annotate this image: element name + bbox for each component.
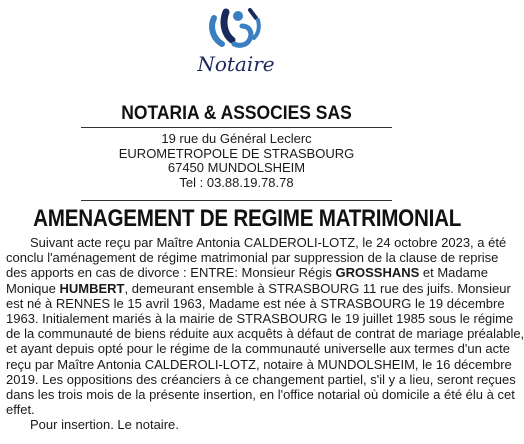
notice-line: dans les trois mois de la présente insertion, en l'office notarial où domicile a été élu à cet: [6, 387, 515, 403]
notice-line: Monique HUMBERT, demeurant ensemble à STRASBOURG 11 rue des juifs. Monsieur: [6, 280, 511, 296]
notice-line: et ayant depuis opté pour le régime de la communauté universelle aux termes d'un acte: [6, 341, 510, 357]
notaire-emblem-icon: [200, 4, 272, 52]
notice-body: [6, 235, 524, 433]
notice-line: 1963. Initialement mariés à la mairie de STRASBOURG le 19 juillet 1985 sous le régime: [6, 311, 514, 327]
address-postcode: 67450 MUNDOLSHEIM: [167, 160, 306, 175]
notice-line: effet.: [6, 402, 35, 418]
notice-line: de la communauté de biens réduite aux acquêts à défaut de contrat de mariage préalable,: [6, 326, 524, 342]
notice-heading: AMENAGEMENT DE REGIME MATRIMONIAL: [33, 205, 462, 232]
firm-address: [0, 132, 473, 190]
address-street: 19 rue du Général Leclerc: [161, 131, 312, 146]
address-city: EUROMETROPOLE DE STRASBOURG: [118, 145, 355, 161]
notice-line: Suivant acte reçu par Maître Antonia CALDEROLI-LOTZ, le 24 octobre 2023, a été: [30, 235, 507, 250]
notice-line: reçu par Maître Antonia CALDEROLI-LOTZ, notaire à MUNDOLSHEIM, le 16 décembre: [6, 356, 512, 372]
spouse-surname: GROSSHANS: [335, 265, 420, 281]
divider-top: [81, 127, 392, 128]
logo-wordmark: Notaire: [197, 52, 275, 76]
notice-line: des apports en cas de divorce : ENTRE: Monsieur Régis GROSSHANS et Madame: [6, 265, 488, 281]
notice-line: conclu l'aménagement de régime matrimonial par suppression de la clause de reprise: [6, 250, 499, 266]
notice-line: est né à RENNES le 15 avril 1963, Madame est née à STRASBOURG le 19 décembre: [6, 295, 505, 311]
notice-signature: Pour insertion. Le notaire.: [30, 417, 179, 433]
divider-bottom: [81, 200, 392, 201]
notaire-logo: [186, 4, 286, 84]
address-phone: Tel : 03.88.19.78.78: [179, 174, 294, 190]
firm-name: NOTARIA & ASSOCIES SAS: [121, 103, 352, 124]
notice-line: 2019. Les oppositions des créanciers à ce changement partiel, s'il y a lieu, seront reçues: [6, 371, 516, 387]
spouse-surname: HUMBERT: [59, 280, 125, 296]
